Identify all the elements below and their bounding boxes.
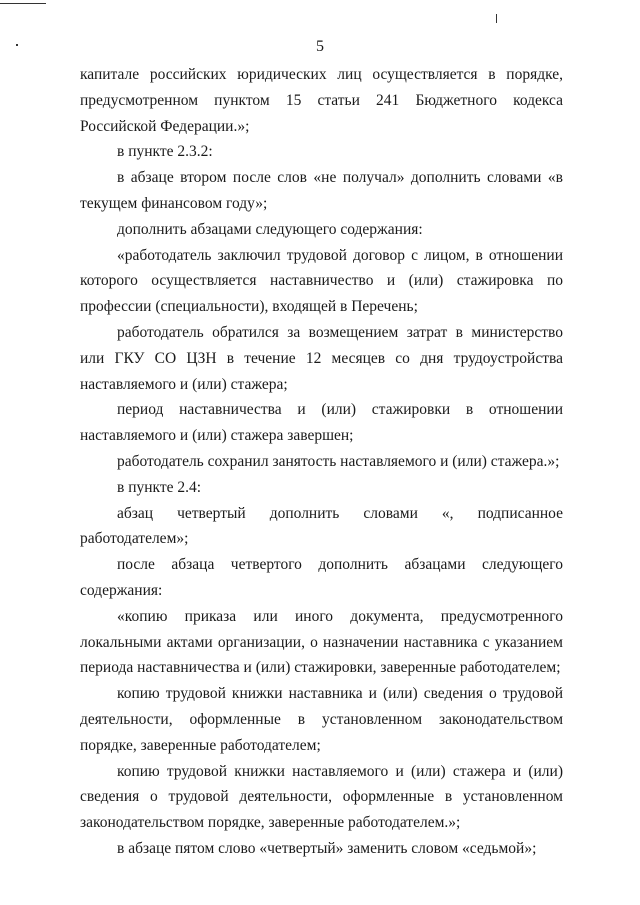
paragraph: в пункте 2.3.2: — [117, 143, 213, 161]
paragraph: абзац четвертый дополнить словами «, подписанное работодателем»; — [80, 504, 563, 548]
paragraph: в абзаце втором после слов «не получал» дополнить словами «в текущем финансовом году»; — [80, 169, 563, 212]
paragraph: капитале российских юридических лиц осуществляется в порядке, предусмотренном пунктом 15 статьи 241 Бюджетного кодекса Российской Федерации.»; — [80, 66, 563, 135]
paragraph: после абзаца четвертого дополнить абзацами следующего содержания: — [80, 556, 563, 599]
paragraph: в пункте 2.4: — [117, 478, 202, 496]
paragraph: работодатель обратился за возмещением затрат в министерство или ГКУ СО ЦЗН в течение 12 месяцев со дня трудоустройства наставляемого и (или) стажера; — [80, 323, 563, 393]
scan-mark-top-right — [496, 14, 497, 23]
paragraph: копию трудовой книжки наставника и (или) сведения о трудовой деятельности, оформленные в установленном законодательством порядке, заверенные работодателем; — [80, 685, 563, 754]
paragraph: «работодатель заключил трудовой договор с лицом, в отношении которого осуществляется наставничество и (или) стажировка по профессии (специальности), входящей в Перечень; — [80, 246, 563, 316]
page-number: 5 — [316, 38, 324, 55]
scan-mark-top-left — [0, 3, 46, 4]
paragraph: дополнить абзацами следующего содержания: — [117, 220, 423, 238]
paragraph: копию трудовой книжки наставляемого и (или) стажера и (или) сведения о трудовой деятельности, оформленные в установленном законодательством порядке, заверенные работодателем.»; — [80, 762, 563, 832]
paragraph: работодатель сохранил занятость наставляемого и (или) стажера.»; — [117, 452, 560, 470]
paragraph: период наставничества и (или) стажировки в отношении наставляемого и (или) стажера завершен; — [80, 401, 563, 445]
paragraph: в абзаце пятом слово «четвертый» заменить словом «седьмой»; — [117, 839, 537, 857]
paragraph: «копию приказа или иного документа, предусмотренного локальными актами организации, о назначении наставника с указанием периода наставничества и (или) стажировки, заверенные работодателем; — [80, 607, 563, 677]
document-body — [80, 62, 563, 862]
